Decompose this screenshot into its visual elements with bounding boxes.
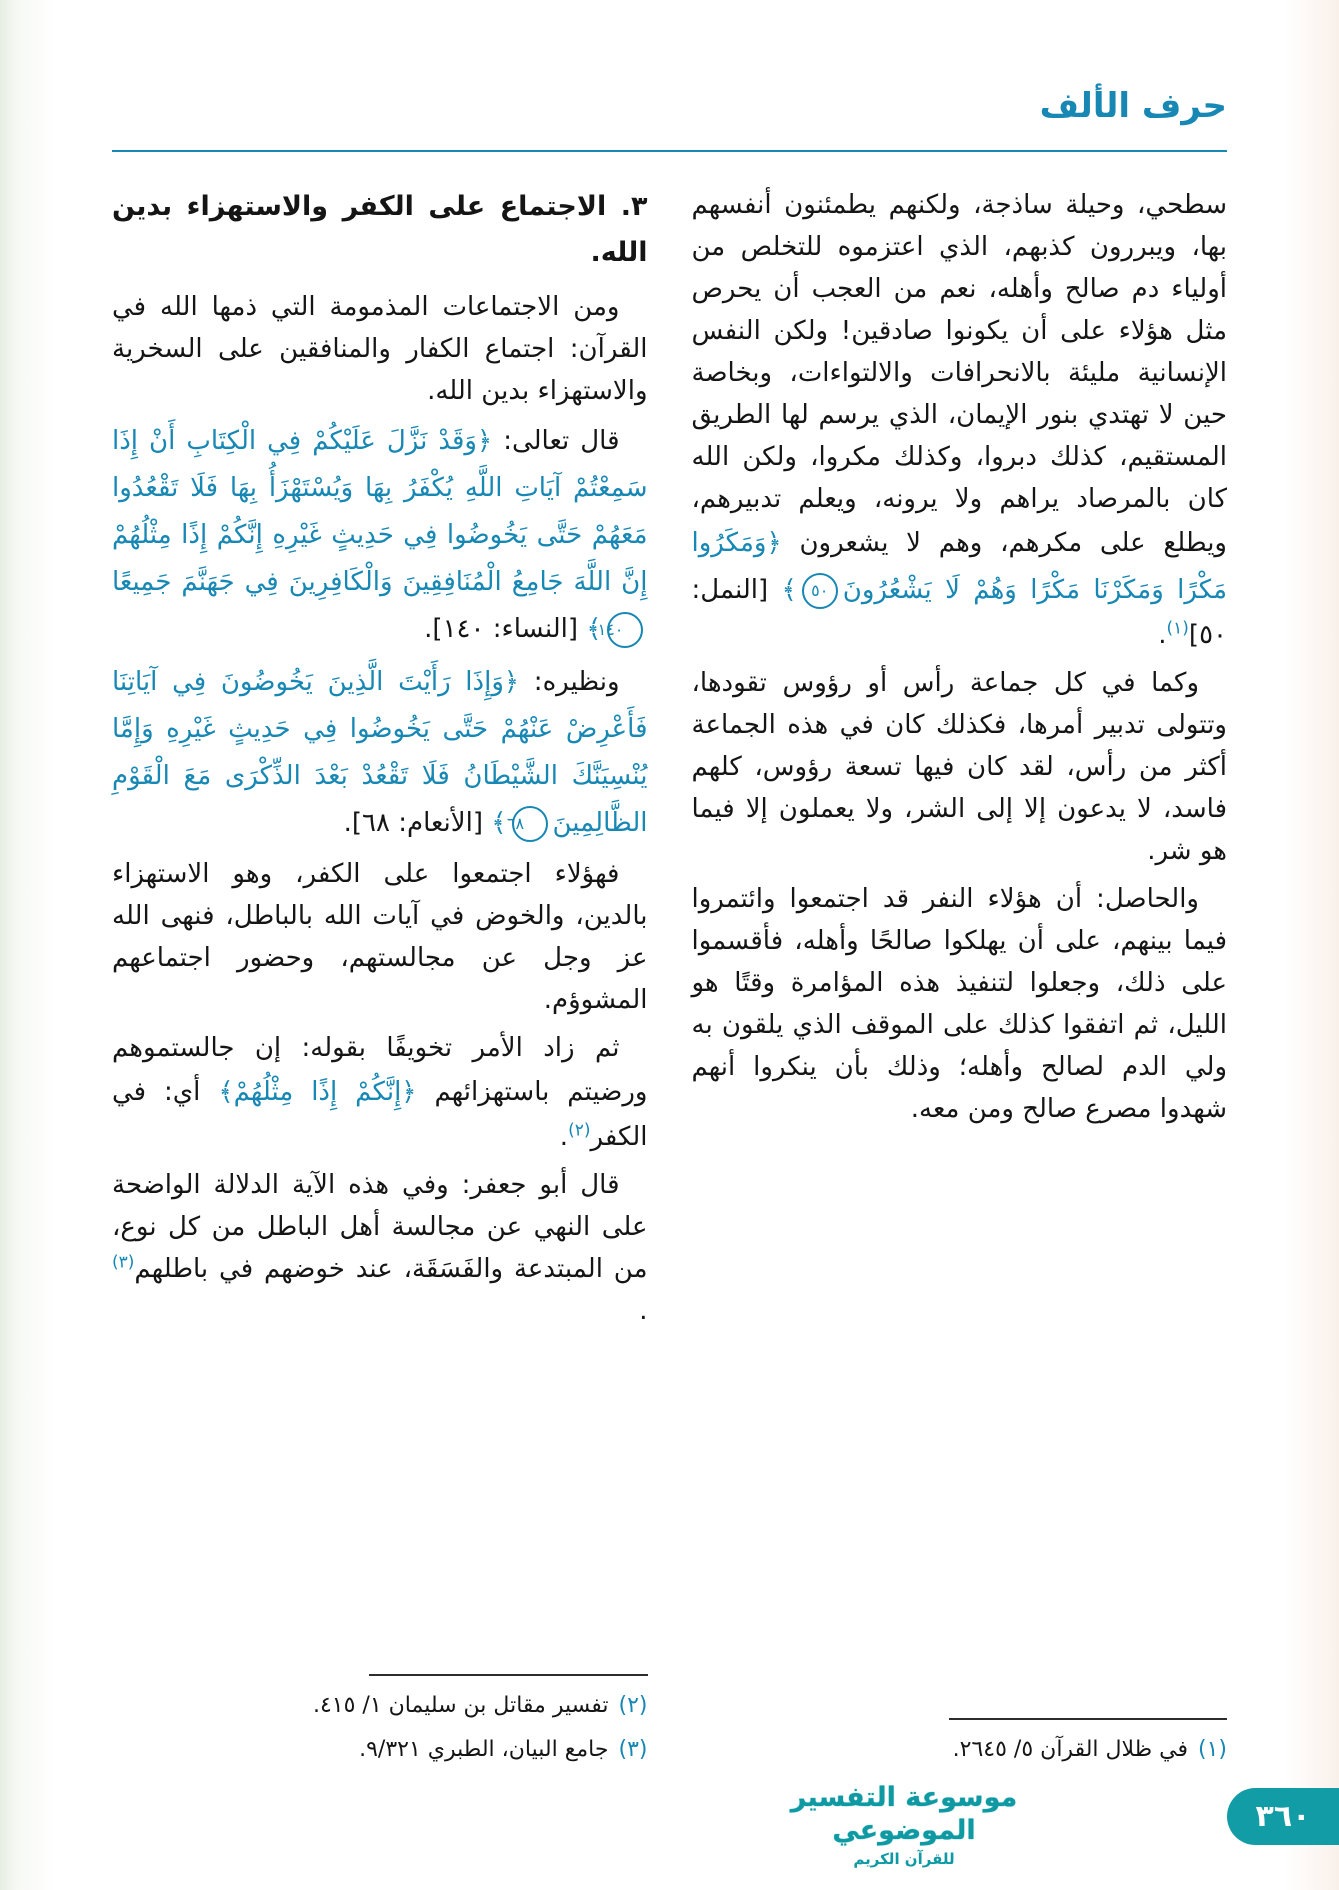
quran-close-bracket: ﴾ [491, 808, 507, 838]
paragraph-end: . [559, 1122, 569, 1152]
footnote-number: (٣) [618, 1737, 648, 1762]
column-right [692, 184, 1228, 1772]
paragraph-lead: ثم زاد الأمر تخويفًا بقوله: إن جالستموهم ورضيتم باستهزائهم [112, 1033, 648, 1107]
paragraph-with-verse [112, 659, 648, 847]
footnote-ref: (٢) [568, 1120, 591, 1141]
paragraph-tail: أي: في الكفر [112, 1077, 648, 1152]
paragraph-text: سطحي، وحيلة ساذجة، ولكنهم يطمئنون أنفسهم بها، ويبررون كذبهم، الذي اعتزموه للتخلص من أولياء دم صالح وأهله، نعم من العجب أن يحرص مثل هؤلاء على أن يكونوا صادقين! ولكن النفس الإنسانية مليئة بالانحرافات والالتواءات، وبخاصة حين لا تهتدي بنور الإيمان، الذي يرسم لها الطريق المستقيم، كذلك دبروا، وكذلك مكروا، ولكن الله كان بالمرصاد يراهم ولا يرونه، ويعلم تدبيرهم، ويطلع على مكرهم، وهم لا يشعرون [691, 190, 1227, 558]
footnote-item [692, 1728, 1228, 1772]
footnote-separator [369, 1674, 647, 1676]
page-header-title: حرف الألف [1039, 86, 1227, 126]
paragraph-with-verse [112, 1027, 648, 1158]
paragraph-end: . [639, 1296, 648, 1326]
footnote-text: في ظلال القرآن ٥/ ٢٦٤٥. [952, 1737, 1188, 1762]
publisher-logo [779, 1781, 1029, 1868]
footnote-number: (١) [1197, 1737, 1227, 1762]
publisher-logo-title: موسوعة التفسير الموضوعي [790, 1782, 1018, 1846]
verse-reference: [النمل: ٥٠] [691, 575, 1227, 650]
footnote-item [112, 1728, 648, 1772]
quran-close-bracket: ﴾ [586, 614, 602, 644]
paragraph: ومن الاجتماعات المذمومة التي ذمها الله في القرآن: اجتماع الكفار والمنافقين على السخرية والاستهزاء بدين الله. [112, 292, 648, 406]
paragraph-with-verse [692, 184, 1228, 656]
footnote-number: (٢) [618, 1693, 648, 1718]
paragraph-lead: ونظيره: [519, 667, 620, 697]
quran-verse: ﴿وَإِذَا رَأَيْتَ الَّذِينَ يَخُوضُونَ فِي آيَاتِنَا فَأَعْرِضْ عَنْهُمْ حَتَّى يَخُوضُوا فِي حَدِيثٍ غَيْرِهِ وَإِمَّا يُنْسِيَنَّكَ الشَّيْطَانُ فَلَا تَقْعُدْ بَعْدَ الذِّكْرَى مَعَ الْقَوْمِ الظَّالِمِينَ [112, 667, 648, 838]
quran-verse: ﴿إِنَّكُمْ إِذًا مِثْلُهُمْ﴾ [218, 1077, 417, 1107]
ayah-number: ٥٠ [802, 573, 838, 609]
footnote-ref: (١) [1166, 618, 1189, 639]
paragraph: فهؤلاء اجتمعوا على الكفر، وهو الاستهزاء بالدين، والخوض في آيات الله بالباطل، فنهى الله عز وجل عن مجالستهم، وحضور اجتماعهم المشوؤم. [112, 859, 648, 1015]
footnote-ref: (٣) [112, 1252, 135, 1273]
ayah-number: ٦٨ [512, 806, 548, 842]
paragraph [112, 1164, 648, 1332]
quran-verse: ﴿وَمَكَرُوا مَكْرًا وَمَكَرْنَا مَكْرًا وَهُمْ لَا يَشْعُرُونَ [691, 528, 1227, 605]
page-number-badge: ٣٦٠ [1227, 1788, 1339, 1845]
footnote-separator [949, 1718, 1227, 1720]
header-rule [112, 150, 1227, 152]
quran-close-bracket: ﴾ [781, 575, 797, 605]
quran-verse: ﴿وَقَدْ نَزَّلَ عَلَيْكُمْ فِي الْكِتَابِ أَنْ إِذَا سَمِعْتُمْ آيَاتِ اللَّهِ يُكْفَرُ بِهَا وَيُسْتَهْزَأُ بِهَا فَلَا تَقْعُدُوا مَعَهُمْ حَتَّى يَخُوضُوا فِي حَدِيثٍ غَيْرِهِ إِنَّكُمْ إِذًا مِثْلُهُمْ إِنَّ اللَّهَ جَامِعُ الْمُنَافِقِينَ وَالْكَافِرِينَ فِي جَهَنَّمَ جَمِيعًا [112, 426, 648, 597]
footnote-text: جامع البيان، الطبري ٩/٣٢١. [359, 1737, 609, 1762]
footnotes-right [692, 1708, 1228, 1772]
paragraph-text: قال أبو جعفر: وفي هذه الآية الدلالة الواضحة على النهي عن مجالسة أهل الباطل من كل نوع، من المبتدعة والفَسَقَة، عند خوضهم في باطلهم [112, 1170, 648, 1284]
paragraph: والحاصل: أن هؤلاء النفر قد اجتمعوا وائتمروا فيما بينهم، على أن يهلكوا صالحًا وأهله، فأقسموا على ذلك، وجعلوا لتنفيذ هذه المؤامرة وقتًا هو الليل، ثم اتفقوا كذلك على الموقف الذي يلقون به ولي الدم لصالح وأهله؛ وذلك بأن ينكروا أنهم شهدوا مصرع صالح ومن معه. [691, 884, 1227, 1124]
page-content [112, 184, 1227, 1772]
paragraph-with-verse [112, 418, 648, 653]
column-left [112, 184, 648, 1772]
section-heading: ٣. الاجتماع على الكفر والاستهزاء بدين الله. [112, 191, 648, 268]
paragraph-end: . [1158, 620, 1167, 650]
paragraph: وكما في كل جماعة رأس أو رؤوس تقودها، وتتولى تدبير أمرها، فكذلك كان في هذه الجماعة أكثر من رأس، لقد كان فيها تسعة رؤوس، كلهم فاسد، لا يدعون إلا إلى الشر، ولا يعملون إلا فيما هو شر. [691, 668, 1227, 866]
ayah-number: ١٤٠ [607, 612, 643, 648]
footnote-text: تفسير مقاتل بن سليمان ١/ ٤١٥. [312, 1693, 609, 1718]
footnote-item [112, 1684, 648, 1728]
verse-reference: [الأنعام: ٦٨]. [343, 808, 492, 838]
footnotes-left [112, 1664, 648, 1772]
publisher-logo-subtitle: للقرآن الكريم [853, 1850, 955, 1868]
paragraph-lead: قال تعالى: [492, 426, 620, 456]
verse-reference: [النساء: ١٤٠]. [424, 614, 587, 644]
